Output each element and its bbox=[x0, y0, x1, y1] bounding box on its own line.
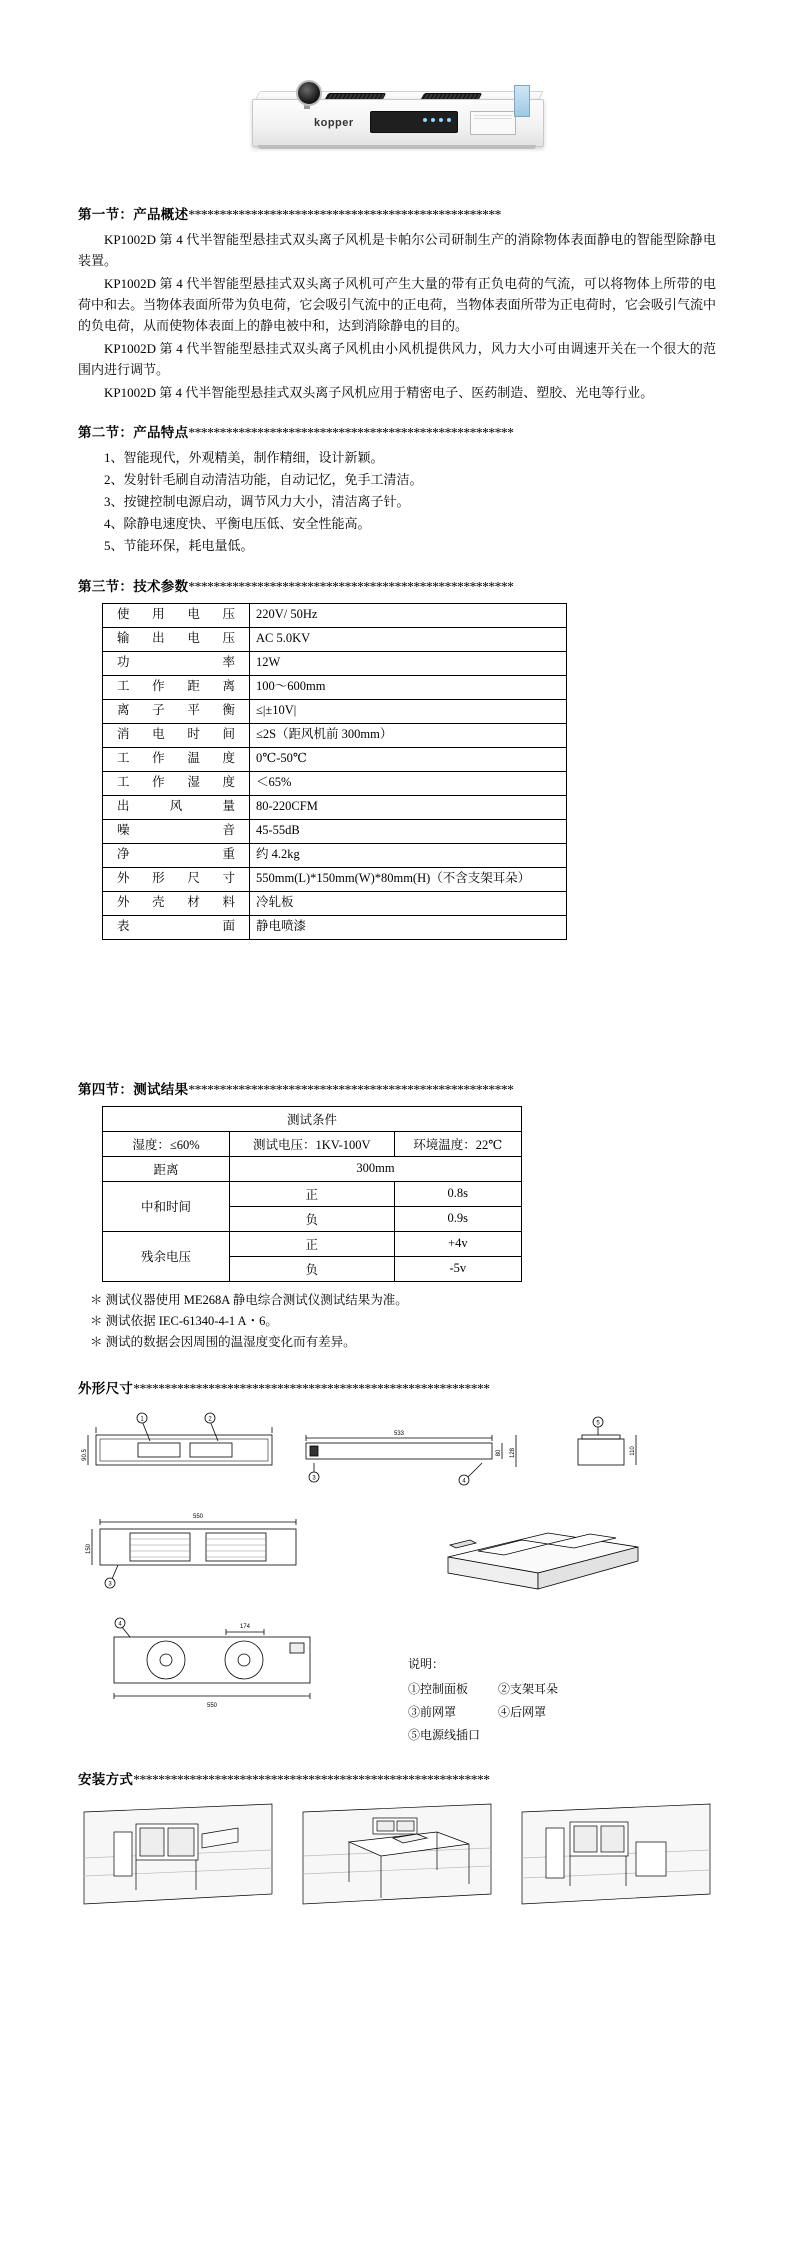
table-row bbox=[103, 675, 567, 699]
svg-text:80: 80 bbox=[496, 1449, 502, 1457]
table-row bbox=[103, 723, 567, 747]
spec-key: 消电时间 bbox=[103, 723, 250, 747]
note-line: ＊ 测试的数据会因周围的温湿度变化而有差异。 bbox=[90, 1335, 356, 1350]
legend-item: ①控制面板 bbox=[408, 1682, 469, 1697]
section-2-heading bbox=[78, 421, 716, 441]
spec-key: 离子平衡 bbox=[103, 699, 250, 723]
test-result-table bbox=[102, 1106, 522, 1282]
table-row bbox=[103, 699, 567, 723]
neutralize-time-negative: 0.9s bbox=[394, 1206, 521, 1231]
polarity-positive: 正 bbox=[230, 1231, 395, 1256]
install-scene-1 bbox=[78, 1798, 278, 1918]
svg-text:1: 1 bbox=[140, 1416, 144, 1423]
control-panel bbox=[370, 111, 458, 133]
spec-key: 功 率 bbox=[103, 651, 250, 675]
note-line: ＊ 测试仪器使用 ME268A 静电综合测试仪测试结果为准。 bbox=[90, 1292, 408, 1307]
spec-value: ≤2S（距风机前 300mm） bbox=[250, 723, 567, 747]
feature-list bbox=[78, 447, 716, 556]
section-4-heading bbox=[78, 1078, 716, 1098]
spec-value: 220V/ 50Hz bbox=[250, 603, 567, 627]
svg-text:3: 3 bbox=[108, 1581, 112, 1588]
svg-text:4: 4 bbox=[118, 1621, 122, 1628]
spec-value: 45-55dB bbox=[250, 819, 567, 843]
legend-row-2 bbox=[408, 1701, 558, 1724]
table-row bbox=[103, 1156, 522, 1181]
section-3-heading bbox=[78, 575, 716, 595]
humidity-cell: 湿度：≤60% bbox=[103, 1131, 230, 1156]
svg-text:174: 174 bbox=[239, 1624, 251, 1631]
side-label-box bbox=[470, 111, 516, 135]
legend-item: ④后网罩 bbox=[498, 1704, 547, 1719]
panel-indicator-dots bbox=[423, 118, 451, 122]
spec-key: 使用电压 bbox=[103, 603, 250, 627]
svg-text:5: 5 bbox=[596, 1420, 600, 1427]
section-6-stars: ********************************************************* bbox=[133, 1772, 490, 1788]
spec-key: 工作温度 bbox=[103, 747, 250, 771]
section-5-title: 外形尺寸 bbox=[78, 1381, 134, 1397]
drawing-row-front-3d bbox=[78, 1503, 716, 1615]
section-5-heading bbox=[78, 1377, 716, 1397]
spec-key: 输出电压 bbox=[103, 627, 250, 651]
spec-value: 冷轧板 bbox=[250, 891, 567, 915]
svg-text:550: 550 bbox=[192, 1514, 204, 1521]
spec-value: ≤|±10V| bbox=[250, 699, 567, 723]
legend-block bbox=[408, 1615, 558, 1746]
spec-value: AC 5.0KV bbox=[250, 627, 567, 651]
installation-illustrations bbox=[78, 1798, 716, 1918]
spec-key: 表 面 bbox=[103, 915, 250, 939]
table-row bbox=[103, 651, 567, 675]
spec-key: 工作湿度 bbox=[103, 771, 250, 795]
spec-value: ＜65% bbox=[250, 771, 567, 795]
neutralize-time-positive: 0.8s bbox=[394, 1181, 521, 1206]
test-voltage-cell: 测试电压：1KV-100V bbox=[230, 1131, 395, 1156]
svg-text:150: 150 bbox=[86, 1544, 92, 1555]
svg-text:550: 550 bbox=[206, 1703, 218, 1710]
legend-item: ⑤电源线插口 bbox=[408, 1727, 481, 1742]
spec-key: 净 重 bbox=[103, 843, 250, 867]
legend-row-1 bbox=[408, 1678, 558, 1701]
test-condition-header: 测试条件 bbox=[103, 1106, 522, 1131]
section-3-stars: **************************************************** bbox=[188, 578, 514, 594]
list-item: 4、除静电速度快、平衡电压低、安全性能高。 bbox=[104, 515, 371, 531]
install-scene-3 bbox=[516, 1798, 716, 1918]
section-1-paragraph-3: KP1002D 第 4 代半智能型悬挂式双头离子风机由小风机提供风力，风力大小可由调速开关在一个很大的范围内进行调节。 bbox=[78, 341, 716, 378]
legend-item: ③前网罩 bbox=[408, 1704, 457, 1719]
table-row bbox=[103, 603, 567, 627]
svg-text:533: 533 bbox=[393, 1431, 405, 1438]
drawing-bottom-view bbox=[78, 1615, 408, 1717]
install-scene-2 bbox=[297, 1798, 497, 1918]
section-5-stars: ********************************************************* bbox=[133, 1381, 490, 1397]
spec-key: 外壳材料 bbox=[103, 891, 250, 915]
list-item: 5、节能环保，耗电量低。 bbox=[104, 537, 254, 553]
legend-item: ②支架耳朵 bbox=[498, 1682, 559, 1697]
spec-value: 静电喷漆 bbox=[250, 915, 567, 939]
table-row bbox=[103, 819, 567, 843]
table-row bbox=[103, 747, 567, 771]
ion-emitter-bar bbox=[514, 85, 530, 117]
spec-value: 550mm(L)*150mm(W)*80mm(H)（不含支架耳朵） bbox=[250, 867, 567, 891]
list-item: 2、发射针毛刷自动清洁功能，自动记忆，免手工清洁。 bbox=[104, 472, 423, 488]
residual-voltage-negative: -5v bbox=[394, 1256, 521, 1281]
section-1-stars: ************************************************** bbox=[188, 207, 501, 222]
svg-text:4: 4 bbox=[462, 1478, 466, 1485]
table-row bbox=[103, 1106, 522, 1131]
section-2-stars: **************************************************** bbox=[188, 425, 514, 441]
device-base bbox=[258, 145, 536, 149]
legend-row-3 bbox=[408, 1724, 558, 1747]
table-row bbox=[103, 627, 567, 651]
spec-value: 0℃-50℃ bbox=[250, 747, 567, 771]
spec-value: 约 4.2kg bbox=[250, 843, 567, 867]
svg-text:90.5: 90.5 bbox=[82, 1449, 88, 1462]
table-row bbox=[103, 1181, 522, 1206]
section-1-paragraph-4: KP1002D 第 4 代半智能型悬挂式双头离子风机应用于精密电子、医药制造、塑胶、光电等行业。 bbox=[104, 385, 654, 401]
polarity-positive: 正 bbox=[230, 1181, 395, 1206]
table-row bbox=[103, 771, 567, 795]
svg-text:110: 110 bbox=[630, 1446, 636, 1457]
table-row bbox=[103, 915, 567, 939]
spec-key: 工作距离 bbox=[103, 675, 250, 699]
list-item: 1、智能现代，外观精美，制作精细，设计新颖。 bbox=[104, 450, 384, 466]
drawing-row-bottom-legend bbox=[78, 1615, 716, 1746]
section-6-title: 安装方式 bbox=[78, 1772, 134, 1788]
section-2-title: 第二节：产品特点 bbox=[78, 425, 189, 441]
section-6-heading bbox=[78, 1768, 716, 1788]
svg-text:128: 128 bbox=[510, 1448, 516, 1459]
distance-label: 距离 bbox=[103, 1156, 230, 1181]
table-row bbox=[103, 843, 567, 867]
drawing-row-top-views bbox=[78, 1407, 716, 1503]
list-item: 3、按键控制电源启动，调节风力大小，清洁离子针。 bbox=[104, 494, 410, 510]
svg-text:2: 2 bbox=[208, 1416, 212, 1423]
polarity-negative: 负 bbox=[230, 1256, 395, 1281]
residual-voltage-label: 残余电压 bbox=[103, 1231, 230, 1281]
table-row bbox=[103, 1131, 522, 1156]
spec-value: 100～600mm bbox=[250, 675, 567, 699]
note-line: ＊ 测试依据 IEC-61340-4-1 A・6。 bbox=[90, 1313, 278, 1328]
table-row bbox=[103, 891, 567, 915]
product-photo bbox=[0, 0, 794, 185]
section-1-title: 第一节：产品概述 bbox=[78, 207, 189, 222]
section-4-title: 第四节：测试结果 bbox=[78, 1081, 189, 1097]
section-3-title: 第三节：技术参数 bbox=[78, 578, 189, 594]
spec-key: 外形尺寸 bbox=[103, 867, 250, 891]
bottom-gap bbox=[78, 1918, 716, 1948]
device-illustration bbox=[252, 81, 542, 153]
distance-value: 300mm bbox=[230, 1156, 522, 1181]
spec-table bbox=[102, 603, 567, 940]
ambient-temp-cell: 环境温度：22℃ bbox=[394, 1131, 521, 1156]
spec-value: 80-220CFM bbox=[250, 795, 567, 819]
section-1-paragraph-2: KP1002D 第 4 代半智能型悬挂式双头离子风机可产生大量的带有正负电荷的气流，可以将物体上所带的电荷中和去。当物体表面所带为负电荷，它会吸引气流中的正电荷，当物体表面所带为正电荷时，它会吸引气流中的负电荷，从而使物体表面上的静电被中和，达到消除静电的目的。 bbox=[78, 276, 716, 334]
page-gap bbox=[78, 940, 716, 1060]
spec-value: 12W bbox=[250, 651, 567, 675]
table-row bbox=[103, 867, 567, 891]
section-4-stars: **************************************************** bbox=[188, 1081, 514, 1097]
residual-voltage-positive: +4v bbox=[394, 1231, 521, 1256]
polarity-negative: 负 bbox=[230, 1206, 395, 1231]
brand-logo: kopper bbox=[314, 116, 354, 129]
dimension-drawings bbox=[78, 1407, 716, 1746]
svg-text:3: 3 bbox=[312, 1475, 316, 1482]
table-row bbox=[103, 795, 567, 819]
test-notes bbox=[90, 1290, 716, 1354]
section-1-heading bbox=[78, 203, 716, 223]
section-1-paragraph-1: KP1002D 第 4 代半智能型悬挂式双头离子风机是卡帕尔公司研制生产的消除物体表面静电的智能型除静电装置。 bbox=[78, 232, 716, 269]
spec-key: 噪 音 bbox=[103, 819, 250, 843]
camera-icon bbox=[296, 80, 322, 106]
neutralize-time-label: 中和时间 bbox=[103, 1181, 230, 1231]
table-row bbox=[103, 1231, 522, 1256]
spec-key: 出 风 量 bbox=[103, 795, 250, 819]
legend-title: 说明： bbox=[408, 1657, 445, 1672]
